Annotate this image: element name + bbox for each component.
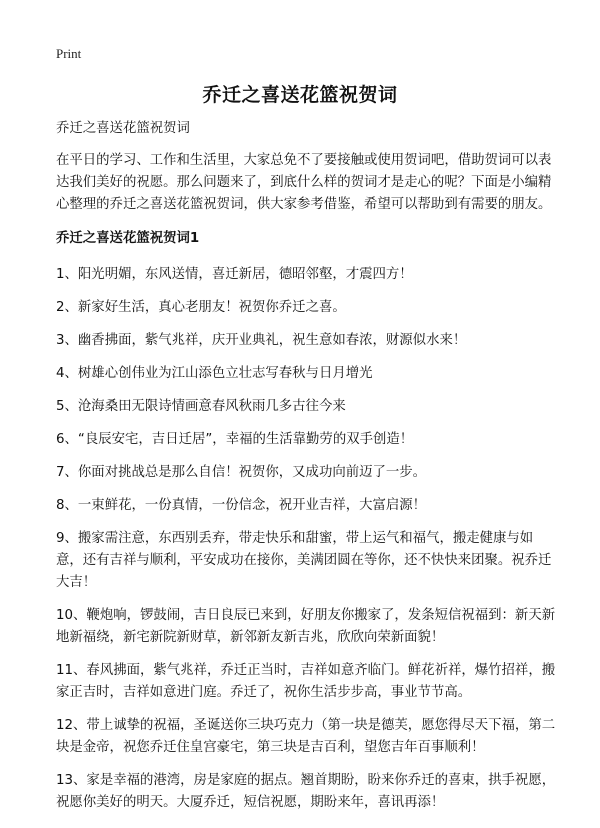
blessing-item-10: 10、鞭炮响，锣鼓闹，吉日良辰已来到，好朋友你搬家了，发条短信祝福到：新天新地新福绕，新宅新院新财草，新邻新友新吉兆，欣欣向荣新面貌！ <box>56 608 556 645</box>
blessing-item-1: 1、阳光明媚，东风送情，喜迁新居，德昭邻壑，才震四方！ <box>56 267 413 282</box>
blessing-item-3: 3、幽香拂面，紫气兆祥，庆开业典礼，祝生意如春浓，财源似水来！ <box>56 333 467 348</box>
blessing-item-5: 5、沧海桑田无限诗情画意春风秋雨几多古往今来 <box>56 399 346 414</box>
blessing-item-9: 9、搬家需注意，东西别丢弃，带走快乐和甜蜜，带上运气和福气，搬走健康与如意，还有吉祥与顺利，平安成功在接你，美满团圆在等你，还不快快来团聚。祝乔迁大吉！ <box>56 531 552 590</box>
article-body <box>56 118 556 825</box>
blessing-item-11: 11、春风拂面，紫气兆祥，乔迁正当时，吉祥如意齐临门。鲜花祈祥，爆竹招祥，搬家正吉时，吉祥如意进门庭。乔迁了，祝你生活步步高，事业节节高。 <box>56 663 556 700</box>
page-title: 乔迁之喜送花篮祝贺词 <box>202 84 398 106</box>
blessing-item-13: 13、家是幸福的港湾，房是家庭的据点。翘首期盼，盼来你乔迁的喜束，拱手祝愿，祝愿你美好的明天。大厦乔迁，短信祝愿，期盼来年，喜讯再添！ <box>56 773 556 810</box>
blessing-item-7: 7、你面对挑战总是那么自信！祝贺你，又成功向前迈了一步。 <box>56 465 427 480</box>
blessing-item-6: 6、“良辰安宅，吉日迁居”，幸福的生活靠勤劳的双手创造！ <box>56 432 414 447</box>
print-link[interactable]: Print <box>56 46 82 61</box>
blessing-item-4: 4、树雄心创伟业为江山添色立壮志写春秋与日月增光 <box>56 366 373 381</box>
article-subtitle: 乔迁之喜送花篮祝贺词 <box>56 121 190 136</box>
blessing-item-2: 2、新家好生活，真心老朋友！祝贺你乔迁之喜。 <box>56 300 346 315</box>
blessing-item-12: 12、带上诚挚的祝福，圣诞送你三块巧克力（第一块是德芙，愿您得尽天下福，第二块是金帝，祝您乔迁住皇宫豪宅，第三块是吉百利，望您吉年百事顺利！ <box>56 718 556 755</box>
section-heading: 乔迁之喜送花篮祝贺词1 <box>56 231 200 246</box>
intro-paragraph: 在平日的学习、工作和生活里，大家总免不了要接触或使用贺词吧，借助贺词可以表达我们美好的祝愿。那么问题来了，到底什么样的贺词才是走心的呢？下面是小编精心整理的乔迁之喜送花篮祝贺词，供大家参考借鉴，希望可以帮助到有需要的朋友。 <box>56 153 552 212</box>
blessing-item-8: 8、一束鲜花，一份真情，一份信念，祝开业吉祥，大富启源！ <box>56 498 427 513</box>
